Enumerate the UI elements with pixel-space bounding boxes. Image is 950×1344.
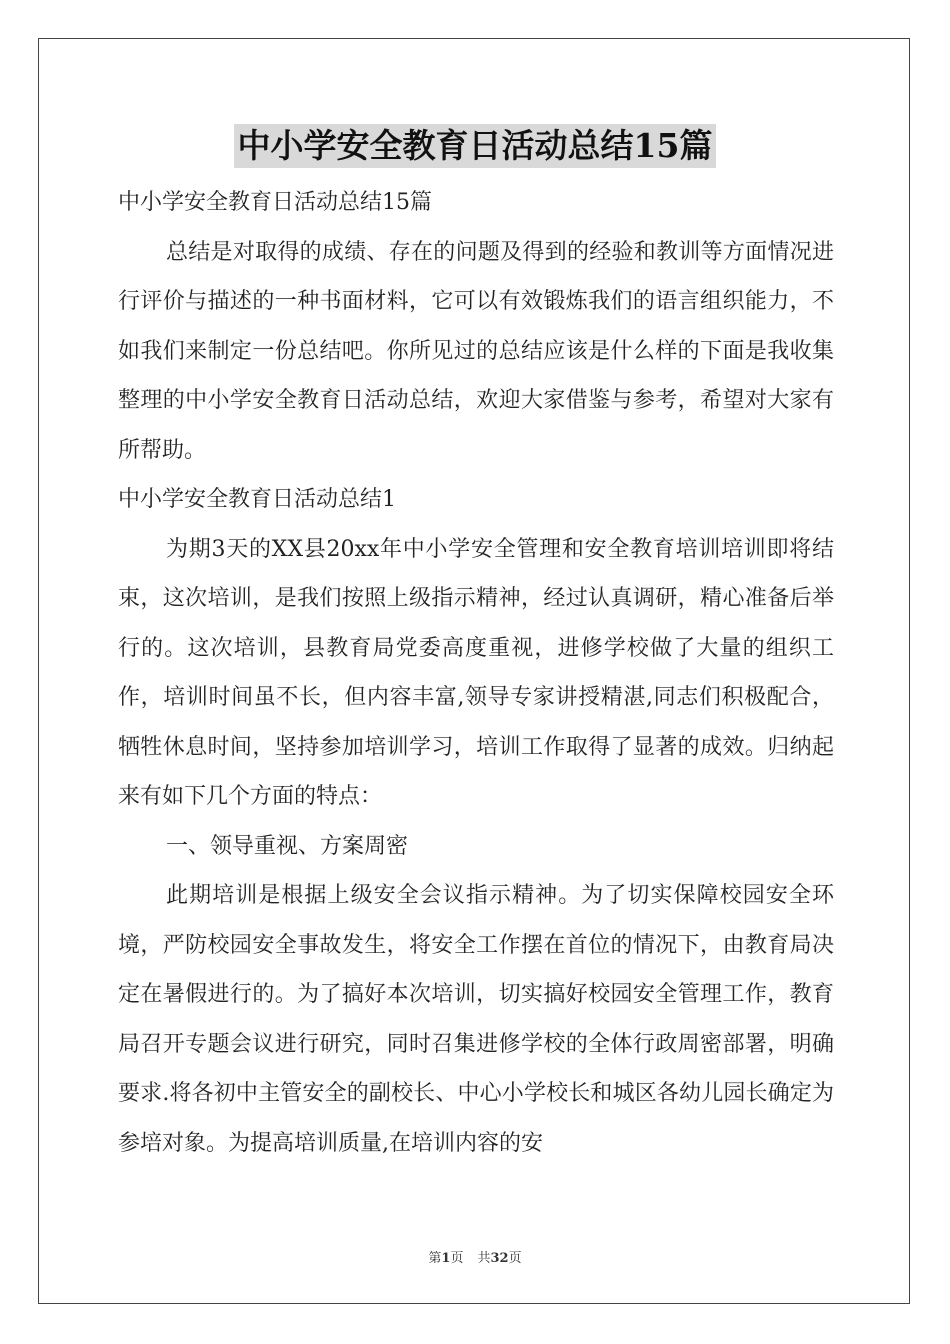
total-prefix: 共 bbox=[477, 1251, 491, 1266]
document-title: 中小学安全教育日活动总结15篇 bbox=[234, 124, 717, 168]
intro-paragraph: 总结是对取得的成绩、存在的问题及得到的经验和教训等方面情况进行评价与描述的一种书面材料，它可以有效锻炼我们的语言组织能力，不如我们来制定一份总结吧。你所见过的总结应该是什么样的下面是我收集整理的中小学安全教育日活动总结，欢迎大家借鉴与参考，希望对大家有所帮助。 bbox=[118, 239, 834, 463]
document-body bbox=[118, 178, 834, 1168]
page-number: 1 bbox=[441, 1251, 451, 1266]
title-container bbox=[0, 124, 950, 168]
subsection-heading: 一、领导重视、方案周密 bbox=[166, 833, 409, 859]
page-prefix: 第 bbox=[428, 1251, 442, 1266]
total-pages: 32 bbox=[490, 1251, 509, 1266]
page-suffix: 页 bbox=[450, 1251, 464, 1266]
body-paragraph: 此期培训是根据上级安全会议指示精神。为了切实保障校园安全环境，严防校园安全事故发生，将安全工作摆在首位的情况下，由教育局决定在暑假进行的。为了搞好本次培训，切实搞好校园安全管理工作，教育局召开专题会议进行研究，同时召集进修学校的全体行政周密部署，明确要求.将各初中主管安全的副校长、中心小学校长和城区各幼儿园长确定为参培对象。为提高培训质量,在培训内容的安 bbox=[118, 883, 834, 1156]
total-suffix: 页 bbox=[508, 1251, 522, 1266]
section-heading: 中小学安全教育日活动总结1 bbox=[118, 487, 396, 512]
page-footer bbox=[0, 1247, 950, 1266]
subtitle-line: 中小学安全教育日活动总结15篇 bbox=[118, 190, 432, 215]
body-paragraph: 为期3天的XX县20xx年中小学安全管理和安全教育培训培训即将结束，这次培训，是我们按照上级指示精神，经过认真调研，精心准备后举行的。这次培训，县教育局党委高度重视，进修学校做了大量的组织工作，培训时间虽不长，但内容丰富,领导专家讲授精湛,同志们积极配合，牺牲休息时间，坚持参加培训学习，培训工作取得了显著的成效。归纳起来有如下几个方面的特点： bbox=[118, 536, 834, 809]
